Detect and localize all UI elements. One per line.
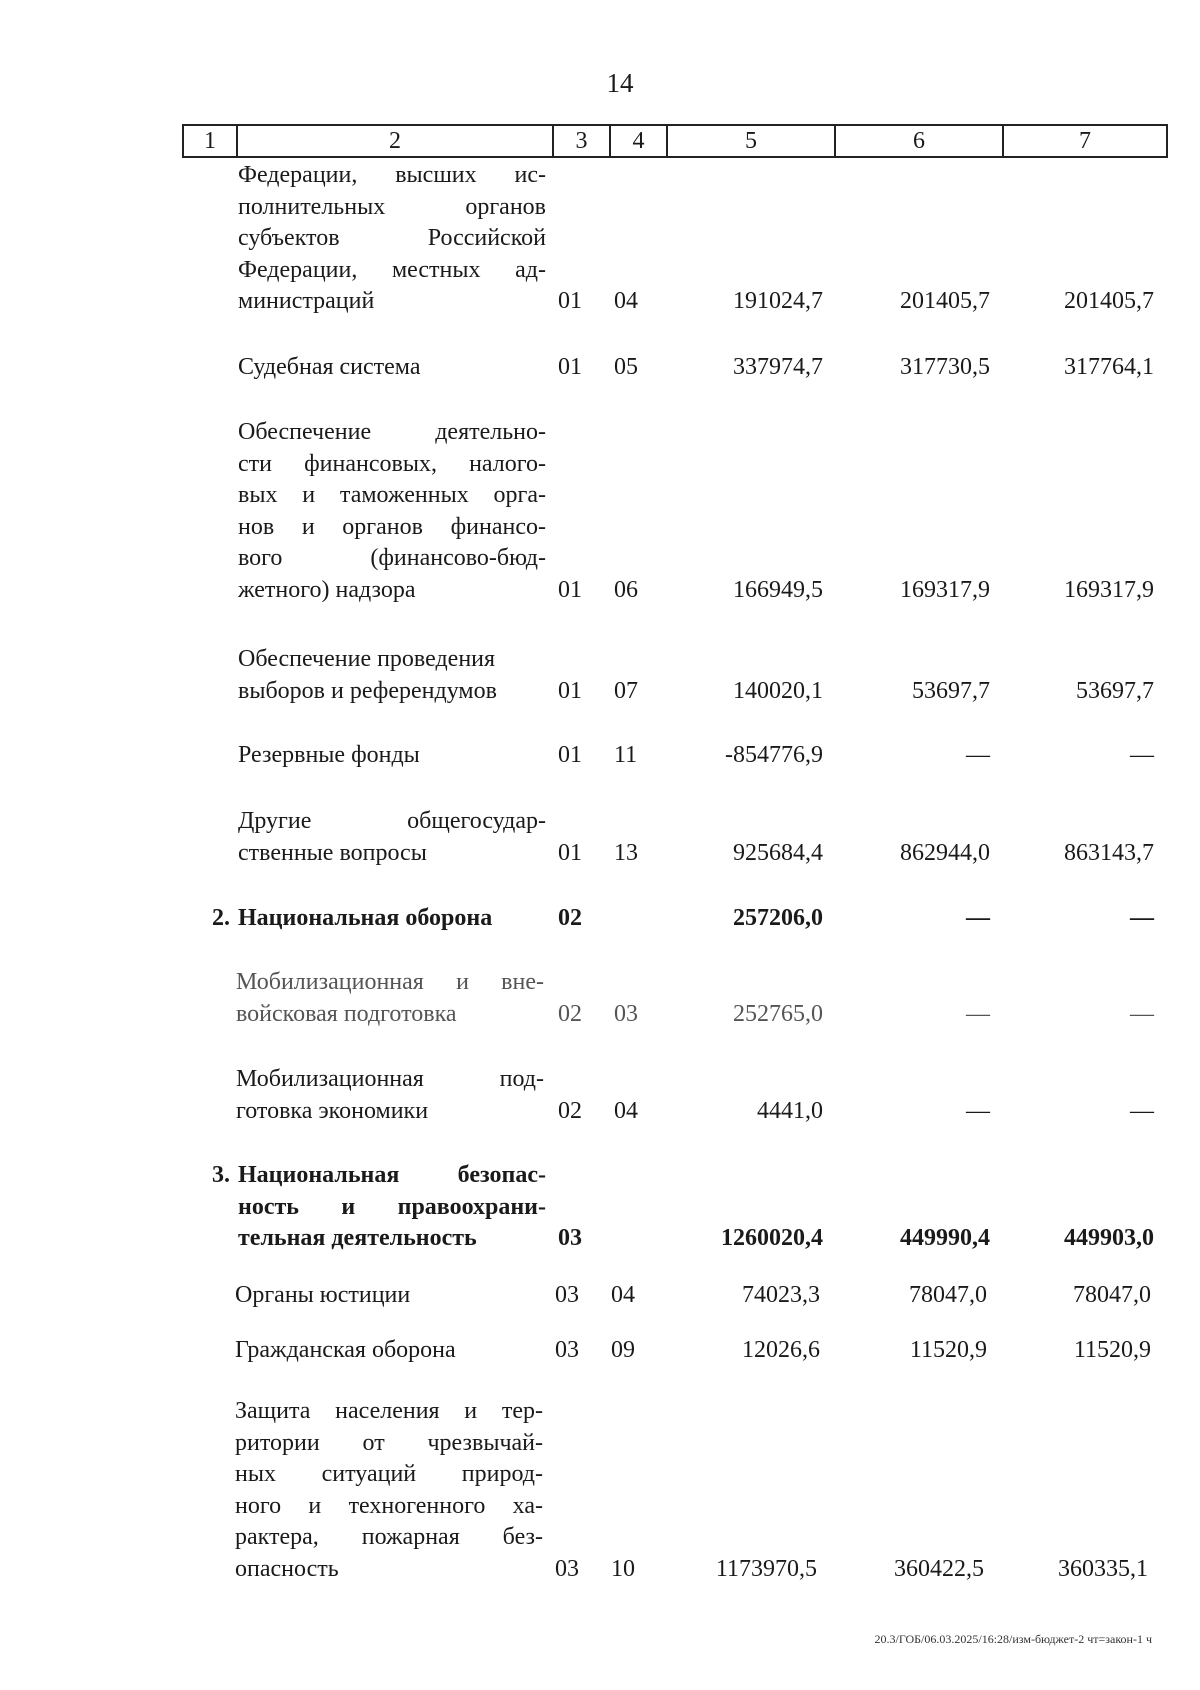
section-code: 03 <box>558 1225 582 1251</box>
subsection-code: 10 <box>611 1556 635 1582</box>
section-number: 2. <box>212 905 230 931</box>
subsection-code: 11 <box>614 742 638 768</box>
section-code: 01 <box>558 678 582 704</box>
amount-col-7: 201405,7 <box>1064 288 1154 314</box>
amount-col-7: 11520,9 <box>1073 1337 1151 1363</box>
amount-col-7: 360335,1 <box>1058 1556 1148 1582</box>
subsection-code: 05 <box>614 354 638 380</box>
amount-col-5: 1173970,5 <box>715 1556 817 1582</box>
amount-col-6: — <box>966 742 990 768</box>
amount-col-6: 317730,5 <box>900 354 990 380</box>
subsection-code: 04 <box>611 1282 635 1308</box>
row-name: Судебная система <box>238 354 421 380</box>
page-number: 14 <box>606 68 634 98</box>
amount-col-5: 337974,7 <box>733 354 823 380</box>
section-code: 01 <box>558 742 582 768</box>
amount-col-6: 862944,0 <box>900 840 990 866</box>
subsection-code: 09 <box>611 1337 635 1363</box>
header-col-1: 1 <box>183 125 237 157</box>
amount-col-6: — <box>966 905 990 931</box>
amount-col-7: 169317,9 <box>1064 577 1154 603</box>
amount-col-7: 449903,0 <box>1064 1225 1154 1251</box>
document-footer-code: 20.3/ГОБ/06.03.2025/16:28/изм-бюджет-2 чт=закон-1 ч <box>874 1632 1152 1646</box>
row-name: Защита населения и тер- ритории от чрезвычай- ных ситуаций природ- ного и техногенного ха- рактера, пожарная без- опасность <box>235 1398 543 1582</box>
amount-col-5: 74023,3 <box>742 1282 820 1308</box>
amount-col-6: — <box>966 1001 990 1027</box>
subsection-code: 04 <box>614 1098 638 1124</box>
section-number: 3. <box>212 1162 230 1188</box>
section-code: 02 <box>558 1001 582 1027</box>
amount-col-7: — <box>1130 1098 1154 1124</box>
amount-col-5: 140020,1 <box>733 678 823 704</box>
amount-col-6: 78047,0 <box>909 1282 987 1308</box>
amount-col-6: 169317,9 <box>900 577 990 603</box>
amount-col-7: — <box>1130 742 1154 768</box>
amount-col-5: -854776,9 <box>725 742 823 768</box>
row-name: Гражданская оборона <box>235 1337 456 1363</box>
section-code: 02 <box>558 905 582 931</box>
subsection-code: 04 <box>614 288 638 314</box>
subsection-code: 13 <box>614 840 638 866</box>
amount-col-5: 166949,5 <box>733 577 823 603</box>
amount-col-5: 257206,0 <box>733 905 823 931</box>
amount-col-5: 925684,4 <box>733 840 823 866</box>
header-col-2: 2 <box>237 125 553 157</box>
section-code: 01 <box>558 840 582 866</box>
amount-col-6: 53697,7 <box>912 678 990 704</box>
row-name: Федерации, высших ис- полнительных органов субъектов Российской Федерации, местных ад- министраций <box>238 162 546 314</box>
amount-col-5: 4441,0 <box>757 1098 823 1124</box>
section-code: 03 <box>555 1282 579 1308</box>
section-code: 01 <box>558 354 582 380</box>
row-name: Национальная безопас- ность и правоохрани- тельная деятельность <box>238 1162 546 1251</box>
amount-col-6: 11520,9 <box>909 1337 987 1363</box>
amount-col-5: 12026,6 <box>742 1337 820 1363</box>
amount-col-7: — <box>1130 905 1154 931</box>
header-col-5: 5 <box>667 125 835 157</box>
row-name: Обеспечение деятельно- сти финансовых, налого- вых и таможенных орга- нов и органов финансо- вого (финансово-бюд- жетного) надзора <box>238 419 546 603</box>
subsection-code: 03 <box>614 1001 638 1027</box>
row-name: Резервные фонды <box>238 742 420 768</box>
header-col-7: 7 <box>1003 125 1167 157</box>
subsection-code: 07 <box>614 678 638 704</box>
amount-col-5: 191024,7 <box>733 288 823 314</box>
row-name: Мобилизационная и вне- войсковая подготовка <box>236 969 544 1027</box>
header-col-3: 3 <box>553 125 610 157</box>
subsection-code: 06 <box>614 577 638 603</box>
section-code: 01 <box>558 288 582 314</box>
amount-col-7: — <box>1130 1001 1154 1027</box>
section-code: 02 <box>558 1098 582 1124</box>
section-code: 03 <box>555 1556 579 1582</box>
amount-col-7: 863143,7 <box>1064 840 1154 866</box>
section-code: 03 <box>555 1337 579 1363</box>
amount-col-6: — <box>966 1098 990 1124</box>
section-code: 01 <box>558 577 582 603</box>
row-name: Национальная оборона <box>238 905 493 931</box>
row-name: Другие общегосудар- ственные вопросы <box>238 808 546 866</box>
column-number-header <box>182 124 1168 158</box>
amount-col-5: 1260020,4 <box>721 1225 823 1251</box>
amount-col-5: 252765,0 <box>733 1001 823 1027</box>
amount-col-6: 201405,7 <box>900 288 990 314</box>
header-col-6: 6 <box>835 125 1003 157</box>
amount-col-6: 360422,5 <box>894 1556 984 1582</box>
row-name: Органы юстиции <box>235 1282 411 1308</box>
row-name: Обеспечение проведения выборов и референдумов <box>238 646 497 704</box>
amount-col-7: 78047,0 <box>1073 1282 1151 1308</box>
amount-col-7: 53697,7 <box>1076 678 1154 704</box>
row-name: Мобилизационная под- готовка экономики <box>236 1066 544 1124</box>
header-col-4: 4 <box>610 125 667 157</box>
amount-col-6: 449990,4 <box>900 1225 990 1251</box>
amount-col-7: 317764,1 <box>1064 354 1154 380</box>
